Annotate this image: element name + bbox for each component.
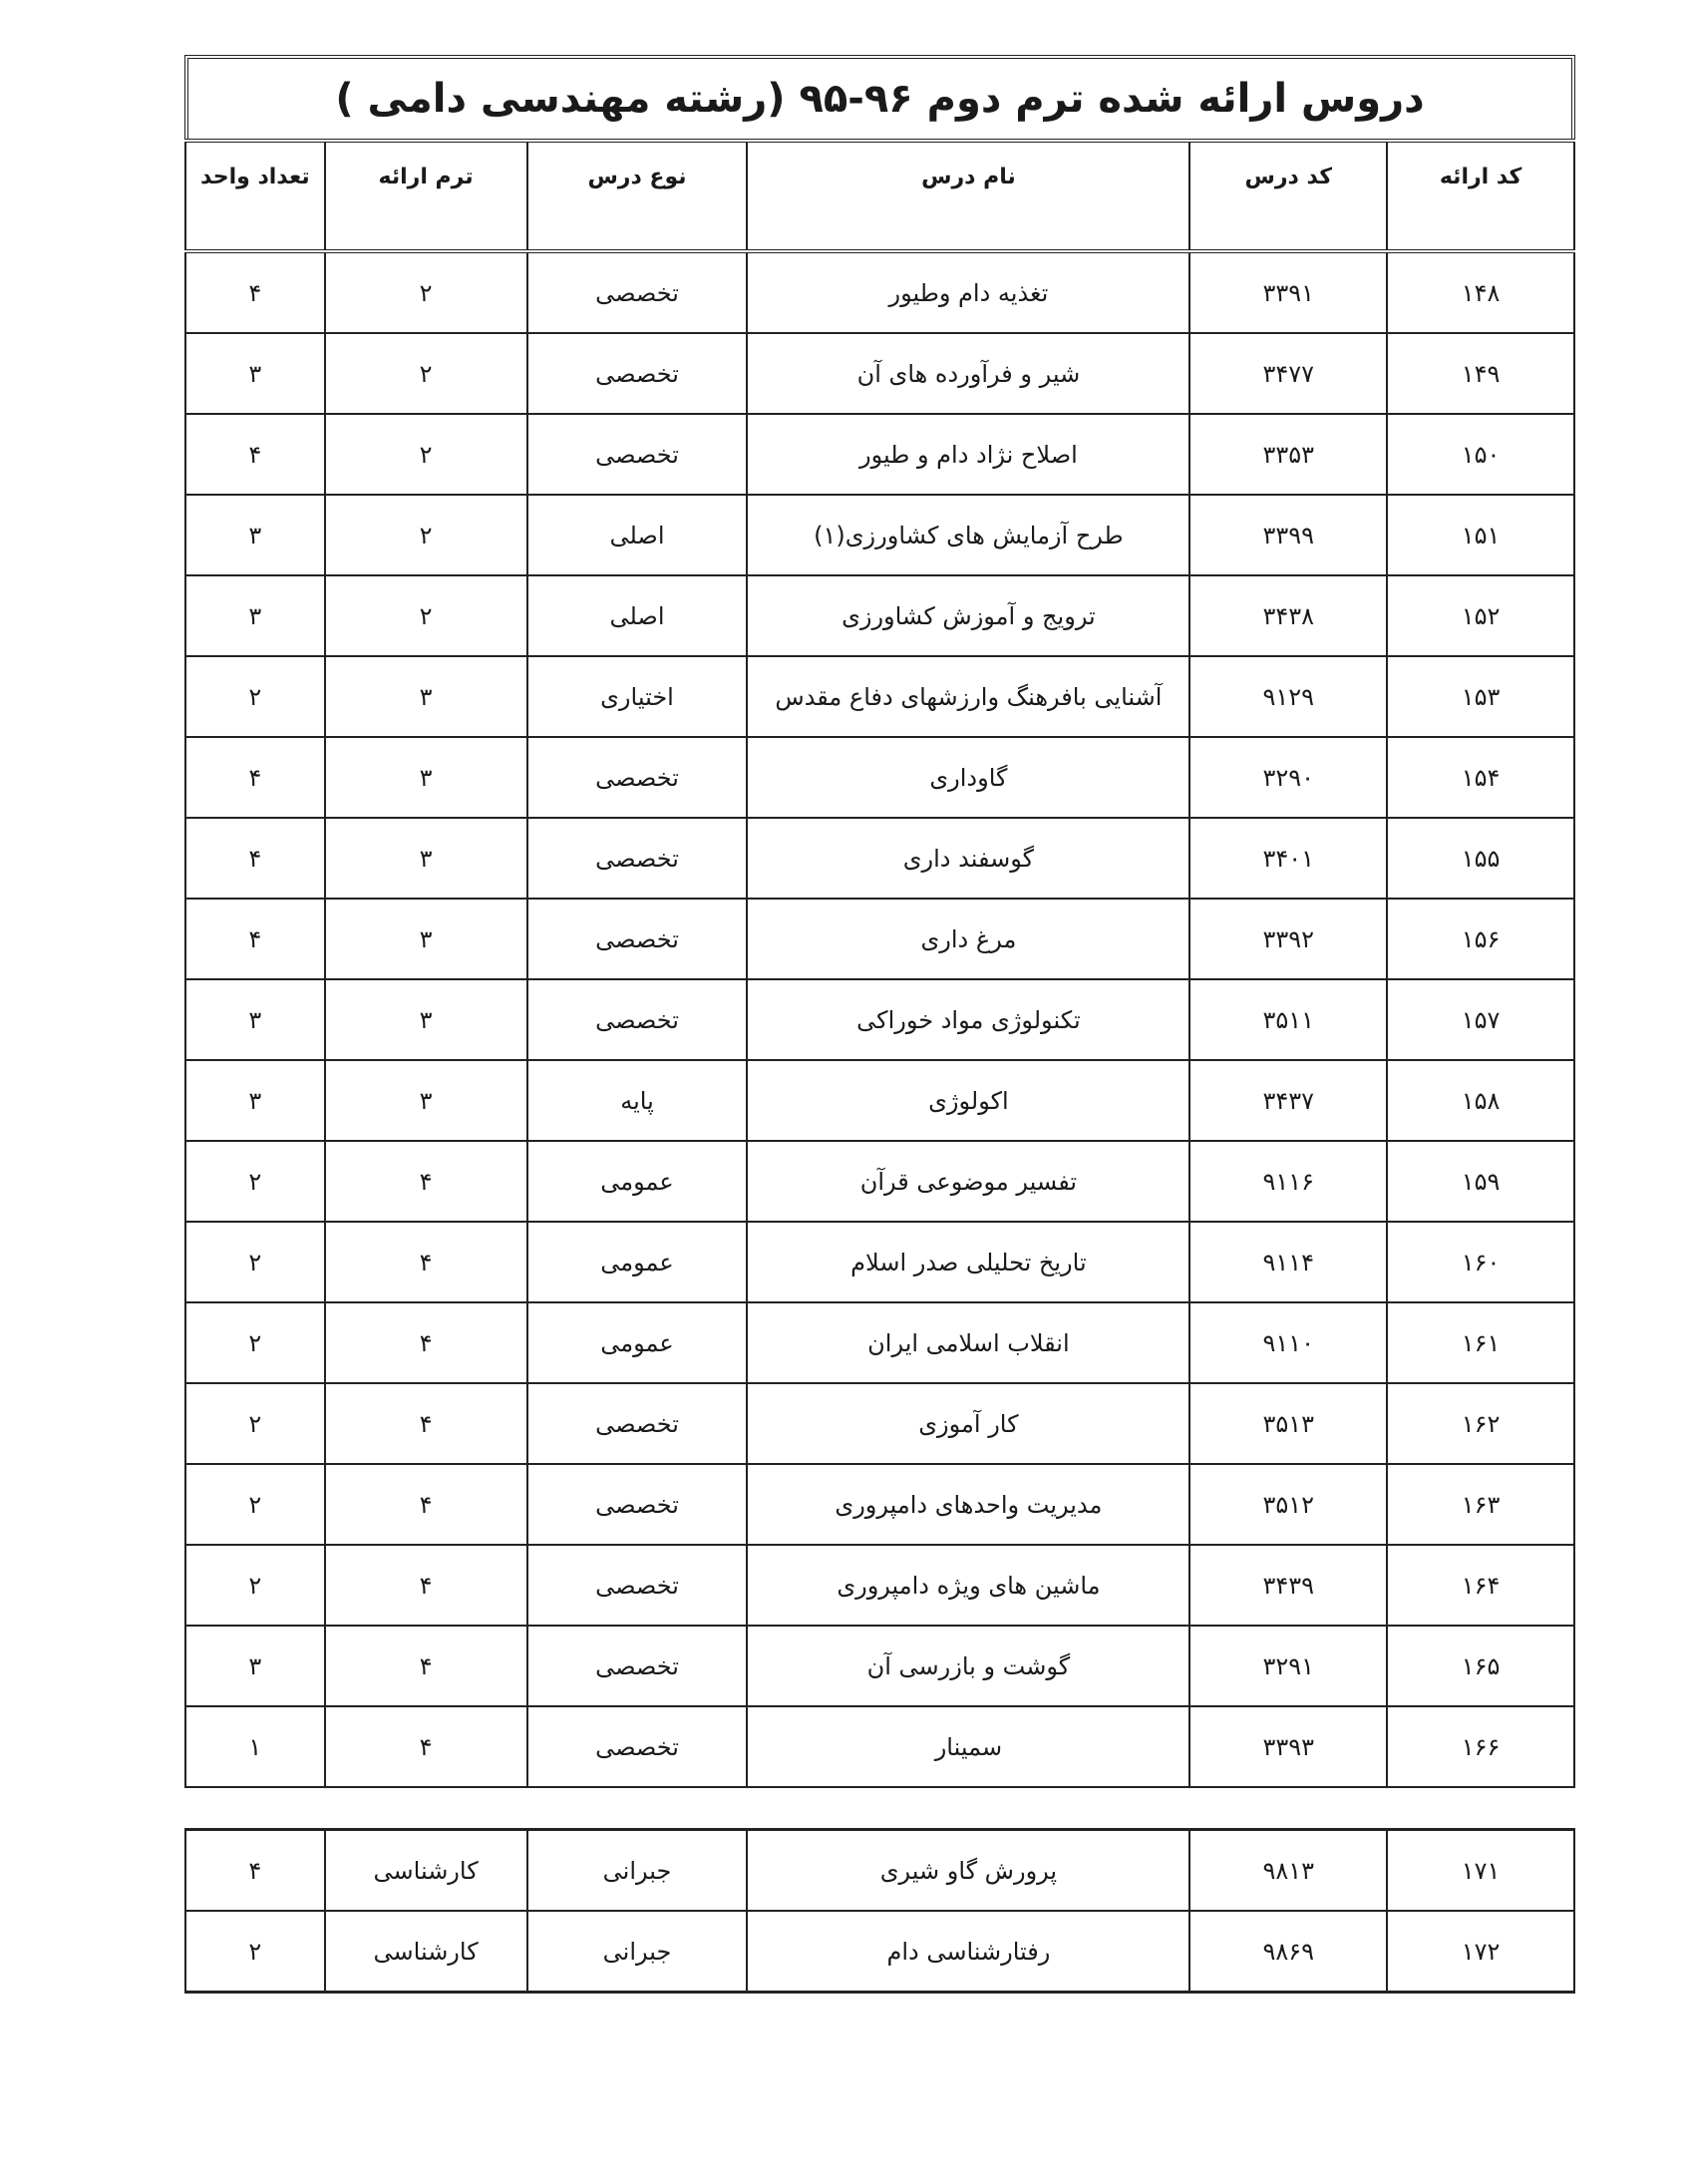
cell-units: ۳ (185, 333, 325, 414)
cell-units: ۱ (185, 1706, 325, 1787)
cell-offer-code: ۱۶۱ (1387, 1302, 1574, 1383)
cell-course-name: تاریخ تحلیلی صدر اسلام (747, 1222, 1189, 1302)
table-row (185, 1911, 1574, 1993)
cell-course-code: ۳۴۳۸ (1189, 575, 1387, 656)
table-row (185, 414, 1574, 495)
cell-offer-term: ۴ (325, 1302, 527, 1383)
cell-course-type: تخصصی (527, 1545, 748, 1626)
cell-units: ۴ (185, 414, 325, 495)
table-row (185, 979, 1574, 1060)
cell-course-type: تخصصی (527, 1464, 748, 1545)
cell-course-name: رفتارشناسی دام (747, 1911, 1189, 1993)
cell-course-name: تغذیه دام وطیور (747, 251, 1189, 333)
cell-offer-term: ۲ (325, 251, 527, 333)
cell-units: ۲ (185, 656, 325, 737)
cell-units: ۲ (185, 1302, 325, 1383)
cell-offer-term: ۴ (325, 1141, 527, 1222)
page-title: دروس ارائه شده ترم دوم ۹۶-۹۵ (رشته مهندسی دامی ) (335, 76, 1425, 122)
cell-offer-term: ۴ (325, 1383, 527, 1464)
header-course-code: کد درس (1189, 141, 1387, 251)
cell-course-code: ۳۳۵۳ (1189, 414, 1387, 495)
cell-course-code: ۳۴۳۷ (1189, 1060, 1387, 1141)
header-offer-code: کد ارائه (1387, 141, 1574, 251)
cell-units: ۲ (185, 1383, 325, 1464)
cell-course-type: تخصصی (527, 414, 748, 495)
cell-course-type: تخصصی (527, 1706, 748, 1787)
table-row (185, 1545, 1574, 1626)
table-row (185, 575, 1574, 656)
cell-course-name: شیر و فرآورده های آن (747, 333, 1189, 414)
cell-course-code: ۳۲۹۱ (1189, 1626, 1387, 1706)
cell-course-name: اکولوژی (747, 1060, 1189, 1141)
cell-course-name: کار آموزی (747, 1383, 1189, 1464)
table-row (185, 333, 1574, 414)
cell-offer-code: ۱۵۶ (1387, 899, 1574, 979)
cell-offer-term: ۲ (325, 575, 527, 656)
cell-course-code: ۳۳۹۲ (1189, 899, 1387, 979)
title-box (184, 55, 1575, 139)
cell-units: ۴ (185, 737, 325, 818)
cell-offer-code: ۱۴۸ (1387, 251, 1574, 333)
header-offer-term: ترم ارائه (325, 141, 527, 251)
cell-course-name: گوشت و بازرسی آن (747, 1626, 1189, 1706)
cell-course-type: تخصصی (527, 979, 748, 1060)
cell-offer-code: ۱۵۳ (1387, 656, 1574, 737)
cell-course-type: تخصصی (527, 1383, 748, 1464)
cell-offer-code: ۱۶۳ (1387, 1464, 1574, 1545)
cell-offer-code: ۱۵۱ (1387, 495, 1574, 575)
cell-course-name: سمینار (747, 1706, 1189, 1787)
cell-course-type: عمومی (527, 1222, 748, 1302)
cell-offer-code: ۱۶۲ (1387, 1383, 1574, 1464)
cell-course-type: تخصصی (527, 818, 748, 899)
cell-offer-code: ۱۵۲ (1387, 575, 1574, 656)
cell-course-code: ۹۸۱۳ (1189, 1830, 1387, 1912)
cell-offer-term: ۲ (325, 414, 527, 495)
courses-body (185, 251, 1574, 1787)
cell-units: ۲ (185, 1222, 325, 1302)
cell-offer-code: ۱۷۱ (1387, 1830, 1574, 1912)
cell-course-name: ترویج و آموزش کشاورزی (747, 575, 1189, 656)
compensatory-table (184, 1828, 1575, 1994)
cell-offer-term: ۳ (325, 979, 527, 1060)
header-course-name: نام درس (747, 141, 1189, 251)
course-sheet (184, 55, 1575, 1994)
cell-course-code: ۳۴۷۷ (1189, 333, 1387, 414)
cell-offer-term: ۴ (325, 1706, 527, 1787)
cell-course-name: گوسفند داری (747, 818, 1189, 899)
compensatory-body (185, 1830, 1574, 1993)
cell-course-type: تخصصی (527, 899, 748, 979)
cell-course-name: اصلاح نژاد دام و طیور (747, 414, 1189, 495)
cell-course-code: ۳۴۳۹ (1189, 1545, 1387, 1626)
cell-offer-code: ۱۵۷ (1387, 979, 1574, 1060)
cell-course-code: ۳۳۹۳ (1189, 1706, 1387, 1787)
cell-course-name: پرورش گاو شیری (747, 1830, 1189, 1912)
cell-offer-code: ۱۶۴ (1387, 1545, 1574, 1626)
cell-offer-code: ۱۷۲ (1387, 1911, 1574, 1993)
table-row (185, 1302, 1574, 1383)
cell-units: ۳ (185, 979, 325, 1060)
cell-course-name: تکنولوژی مواد خوراکی (747, 979, 1189, 1060)
cell-offer-term: ۲ (325, 333, 527, 414)
cell-units: ۴ (185, 1830, 325, 1912)
cell-offer-term: ۴ (325, 1464, 527, 1545)
cell-offer-term: ۳ (325, 899, 527, 979)
cell-course-type: اختیاری (527, 656, 748, 737)
table-row (185, 1464, 1574, 1545)
cell-course-code: ۳۴۰۱ (1189, 818, 1387, 899)
cell-units: ۴ (185, 818, 325, 899)
cell-course-type: جبرانی (527, 1911, 748, 1993)
cell-course-type: تخصصی (527, 737, 748, 818)
table-row (185, 1141, 1574, 1222)
cell-course-type: عمومی (527, 1141, 748, 1222)
cell-course-name: ماشین های ویژه دامپروری (747, 1545, 1189, 1626)
cell-offer-term: ۳ (325, 818, 527, 899)
cell-units: ۳ (185, 495, 325, 575)
cell-offer-term: ۳ (325, 656, 527, 737)
cell-course-type: تخصصی (527, 1626, 748, 1706)
cell-offer-code: ۱۵۸ (1387, 1060, 1574, 1141)
cell-offer-code: ۱۶۵ (1387, 1626, 1574, 1706)
cell-course-type: اصلی (527, 575, 748, 656)
table-row (185, 1383, 1574, 1464)
cell-offer-term: ۳ (325, 737, 527, 818)
table-row (185, 251, 1574, 333)
cell-offer-term: ۴ (325, 1545, 527, 1626)
table-row (185, 1626, 1574, 1706)
cell-units: ۴ (185, 251, 325, 333)
table-row (185, 899, 1574, 979)
cell-offer-term: ۴ (325, 1222, 527, 1302)
cell-course-code: ۳۲۹۰ (1189, 737, 1387, 818)
cell-course-type: پایه (527, 1060, 748, 1141)
cell-units: ۲ (185, 1545, 325, 1626)
table-row (185, 1222, 1574, 1302)
cell-course-type: تخصصی (527, 333, 748, 414)
table-row (185, 737, 1574, 818)
header-units: تعداد واحد (185, 141, 325, 251)
cell-offer-code: ۱۵۰ (1387, 414, 1574, 495)
cell-offer-code: ۱۶۶ (1387, 1706, 1574, 1787)
cell-units: ۳ (185, 1060, 325, 1141)
cell-offer-code: ۱۴۹ (1387, 333, 1574, 414)
cell-course-code: ۳۵۱۲ (1189, 1464, 1387, 1545)
table-row (185, 1830, 1574, 1912)
cell-units: ۴ (185, 899, 325, 979)
header-course-type: نوع درس (527, 141, 748, 251)
cell-course-name: انقلاب اسلامی ایران (747, 1302, 1189, 1383)
cell-offer-code: ۱۵۴ (1387, 737, 1574, 818)
cell-course-name: تفسیر موضوعی قرآن (747, 1141, 1189, 1222)
table-row (185, 656, 1574, 737)
cell-units: ۳ (185, 575, 325, 656)
cell-course-name: آشنایی بافرهنگ وارزشهای دفاع مقدس (747, 656, 1189, 737)
cell-offer-term: ۴ (325, 1626, 527, 1706)
cell-course-type: تخصصی (527, 251, 748, 333)
cell-offer-code: ۱۶۰ (1387, 1222, 1574, 1302)
courses-table (184, 139, 1575, 1788)
cell-course-name: مدیریت واحدهای دامپروری (747, 1464, 1189, 1545)
cell-course-code: ۳۵۱۱ (1189, 979, 1387, 1060)
cell-course-code: ۳۵۱۳ (1189, 1383, 1387, 1464)
cell-offer-term: ۲ (325, 495, 527, 575)
cell-course-code: ۳۳۹۱ (1189, 251, 1387, 333)
table-row (185, 1060, 1574, 1141)
cell-course-code: ۹۱۱۶ (1189, 1141, 1387, 1222)
cell-offer-term: کارشناسی (325, 1911, 527, 1993)
cell-course-code: ۹۱۲۹ (1189, 656, 1387, 737)
cell-course-code: ۹۸۶۹ (1189, 1911, 1387, 1993)
cell-course-name: طرح آزمایش های کشاورزی(۱) (747, 495, 1189, 575)
cell-units: ۲ (185, 1911, 325, 1993)
cell-units: ۳ (185, 1626, 325, 1706)
cell-course-code: ۳۳۹۹ (1189, 495, 1387, 575)
cell-units: ۲ (185, 1464, 325, 1545)
header-row (185, 141, 1574, 251)
cell-course-type: عمومی (527, 1302, 748, 1383)
cell-course-code: ۹۱۱۴ (1189, 1222, 1387, 1302)
cell-offer-code: ۱۵۵ (1387, 818, 1574, 899)
cell-course-type: جبرانی (527, 1830, 748, 1912)
table-row (185, 495, 1574, 575)
cell-offer-term: ۳ (325, 1060, 527, 1141)
cell-course-type: اصلی (527, 495, 748, 575)
table-row (185, 818, 1574, 899)
cell-course-name: گاوداری (747, 737, 1189, 818)
cell-offer-term: کارشناسی (325, 1830, 527, 1912)
table-row (185, 1706, 1574, 1787)
cell-units: ۲ (185, 1141, 325, 1222)
cell-offer-code: ۱۵۹ (1387, 1141, 1574, 1222)
cell-course-code: ۹۱۱۰ (1189, 1302, 1387, 1383)
cell-course-name: مرغ داری (747, 899, 1189, 979)
